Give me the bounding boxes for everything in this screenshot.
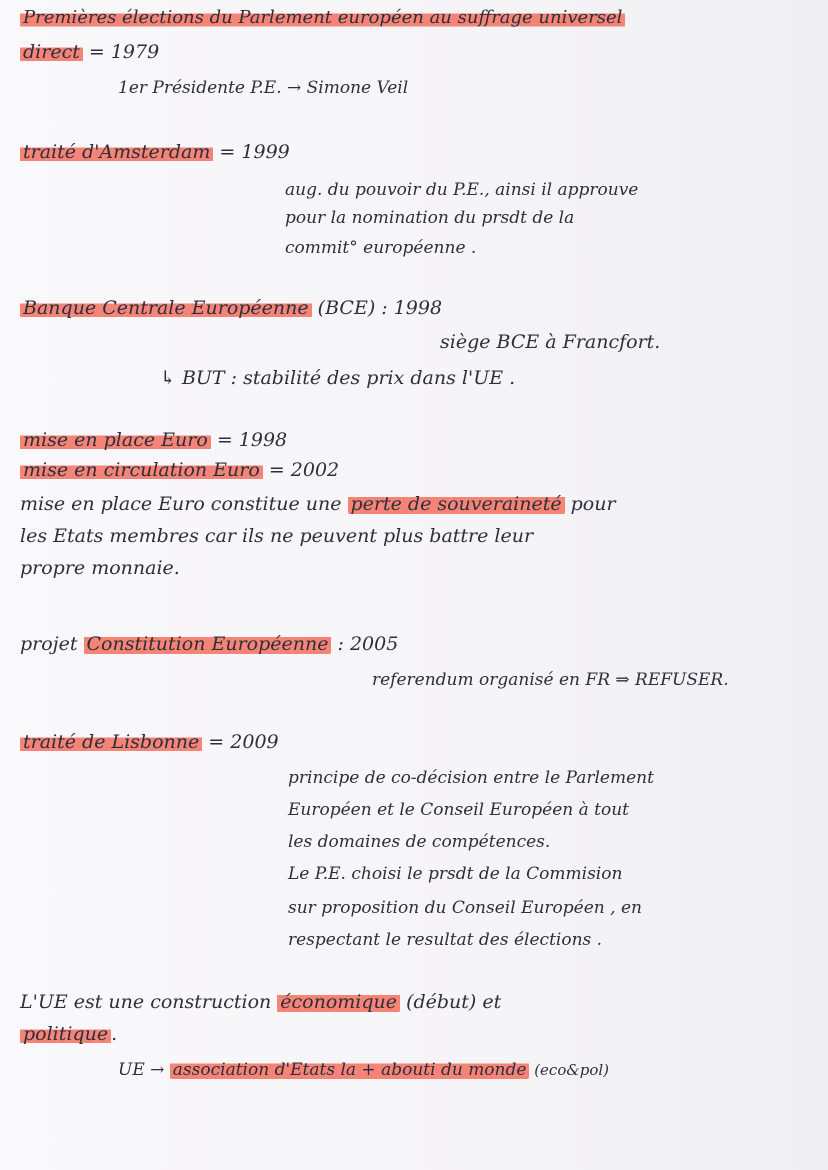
note-text: les Etats membres car ils ne peuvent plus battre leur — [20, 525, 534, 547]
highlight-bce: Banque Centrale Européenne — [20, 297, 312, 319]
highlight-economique: économique — [277, 991, 400, 1013]
note-line — [20, 524, 533, 548]
note-line — [20, 40, 159, 64]
highlight-association: association d'Etats la + abouti du monde — [170, 1060, 530, 1080]
note-line — [20, 990, 501, 1014]
highlight-direct: direct — [20, 41, 83, 63]
note-line — [20, 140, 290, 164]
highlight-souverainete: perte de souveraineté — [348, 493, 565, 515]
note-text: Européen et le Conseil Européen à tout — [288, 800, 629, 820]
highlight-amsterdam: traité d'Amsterdam — [20, 141, 213, 163]
note-text: = 2009 — [202, 731, 279, 753]
note-line — [440, 330, 660, 354]
note-text: Le P.E. choisi le prsdt de la Commision — [288, 864, 623, 884]
note-text: sur proposition du Conseil Européen , en — [288, 898, 642, 918]
note-line — [285, 206, 574, 230]
note-text: les domaines de compétences. — [288, 832, 551, 852]
note-line — [288, 862, 622, 886]
note-line — [285, 178, 638, 202]
note-line — [20, 556, 180, 580]
note-line — [20, 1022, 117, 1046]
note-text: referendum organisé en FR ⇒ REFUSER. — [372, 670, 729, 690]
note-line — [20, 428, 287, 452]
note-text: = 1979 — [82, 41, 160, 63]
note-text: projet — [20, 633, 84, 655]
note-line — [160, 366, 515, 390]
note-line — [118, 1058, 609, 1082]
note-text: siège BCE à Francfort. — [440, 331, 661, 353]
note-text: mise en place Euro constitue une — [20, 493, 348, 515]
note-text: propre monnaie. — [20, 557, 180, 579]
note-text: L'UE est une construction — [20, 991, 278, 1013]
highlight-euro-circulation: mise en circulation Euro — [20, 459, 263, 481]
note-line — [20, 632, 398, 656]
note-text: : 2005 — [331, 633, 399, 655]
note-line — [372, 668, 729, 692]
note-line — [288, 830, 550, 854]
note-line — [20, 492, 616, 516]
highlight-title: Premières élections du Parlement européen au suffrage universel — [20, 7, 625, 28]
note-text: pour la nomination du prsdt de la — [285, 208, 575, 228]
note-text: aug. du pouvoir du P.E., ainsi il approuve — [285, 180, 639, 200]
note-line — [288, 798, 629, 822]
note-text: . — [111, 1023, 118, 1045]
note-line — [20, 6, 625, 30]
note-text: respectant le resultat des élections . — [288, 930, 603, 950]
note-text: 1er Présidente P.E. → Simone Veil — [118, 78, 409, 98]
note-line — [288, 766, 654, 790]
note-text: UE → — [118, 1060, 170, 1080]
note-text: pour — [564, 493, 616, 515]
note-text: principe de co-décision entre le Parlement — [288, 768, 654, 788]
note-text: = 2002 — [262, 459, 340, 481]
highlight-politique: politique — [20, 1023, 111, 1045]
note-text: = 1999 — [213, 141, 290, 163]
note-text: (début) et — [400, 991, 502, 1013]
note-line — [118, 76, 408, 100]
note-line — [20, 458, 339, 482]
highlight-lisbonne: traité de Lisbonne — [20, 731, 202, 753]
note-line — [288, 928, 602, 952]
note-line — [288, 896, 642, 920]
note-text: (BCE) : 1998 — [311, 297, 443, 319]
highlight-euro-place: mise en place Euro — [20, 429, 211, 451]
highlight-constitution: Constitution Européenne — [84, 633, 332, 655]
note-text: (eco&pol) — [529, 1061, 610, 1079]
note-text: commit° européenne . — [285, 238, 477, 258]
note-text: = 1998 — [210, 429, 288, 451]
note-text: ↳ BUT : stabilité des prix dans l'UE . — [160, 367, 516, 389]
note-line — [285, 236, 476, 260]
note-line — [20, 296, 442, 320]
note-line — [20, 730, 279, 754]
